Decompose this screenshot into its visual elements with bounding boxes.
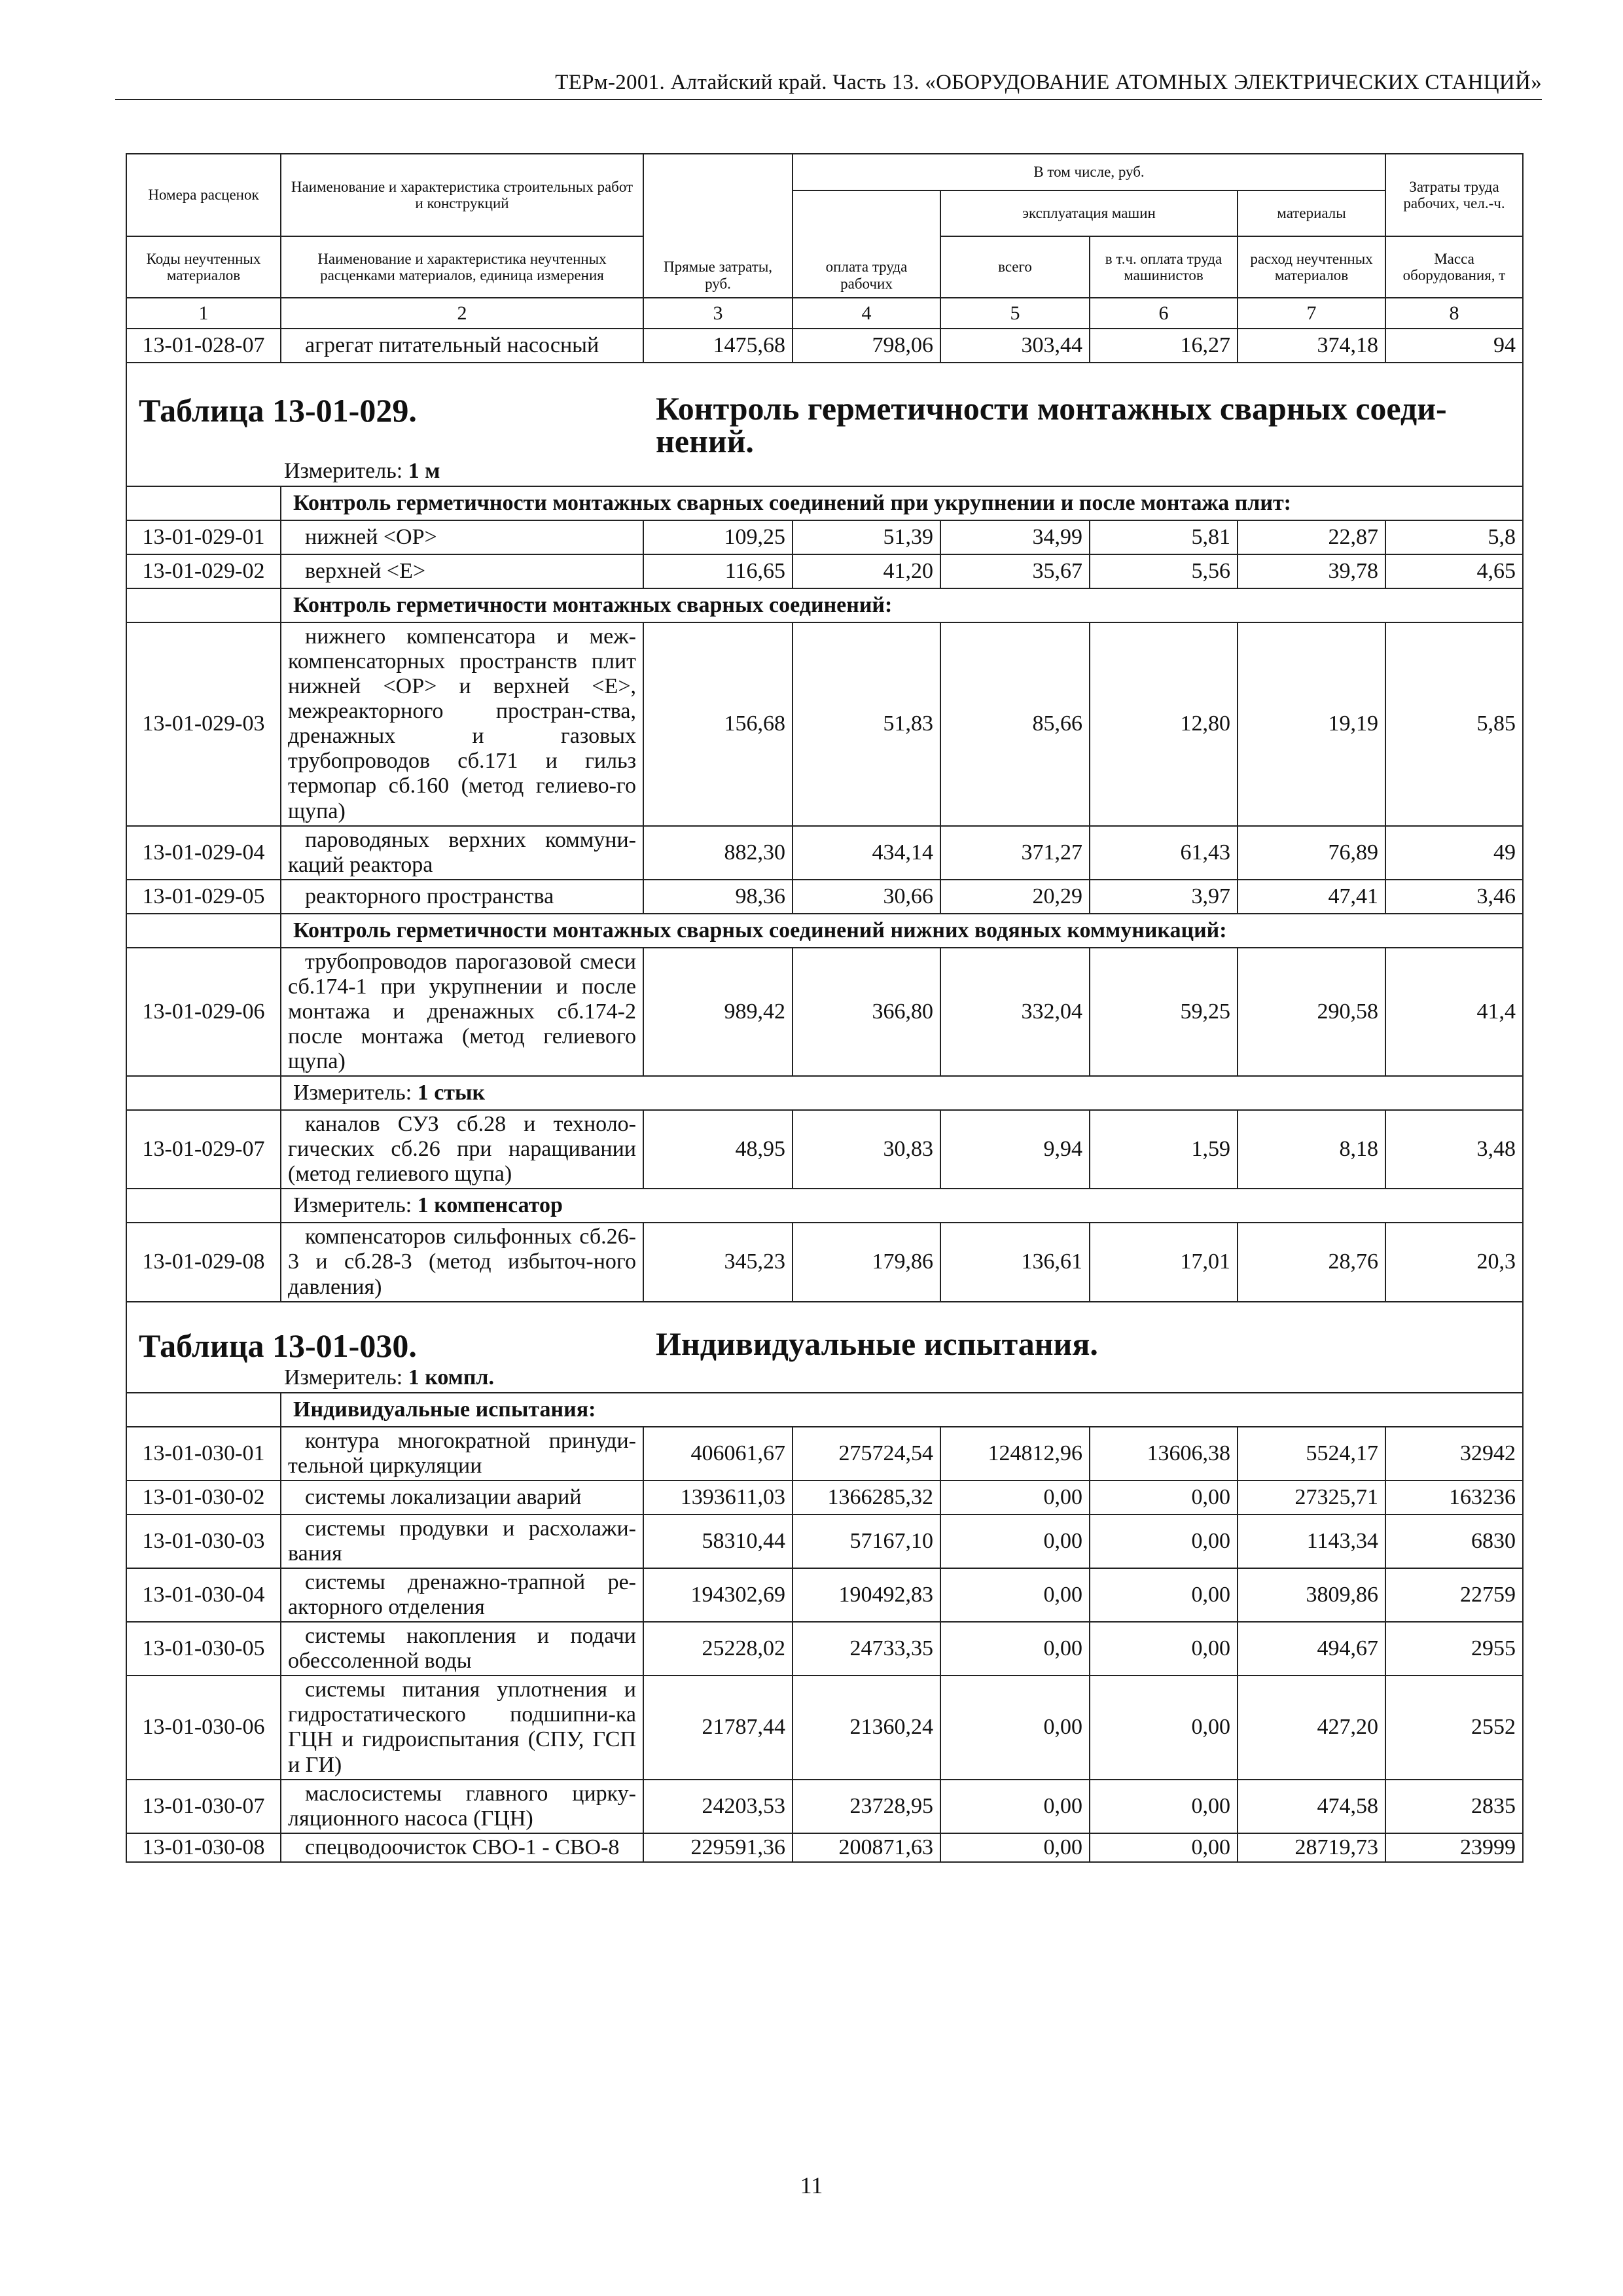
- worker-pay-value: 30,66: [793, 880, 940, 914]
- direct-costs-value: 21787,44: [643, 1676, 793, 1779]
- group-title: Контроль герметичности монтажных сварных соединений:: [281, 588, 1523, 622]
- measure-label: Измеритель:: [284, 1365, 403, 1390]
- rate-name: нижнего компенсатора и меж-компенсаторных пространств плит нижней <ОР> и верхней <Е>, межреакторного простран-ства, дренажных и газовых трубопроводов сб.171 и гильз термопар сб.160 (метод гелиево-го щупа): [281, 622, 643, 826]
- machinist-pay-value: 0,00: [1090, 1676, 1238, 1779]
- direct-costs-value: 109,25: [643, 520, 793, 554]
- worker-pay-value: 179,86: [793, 1223, 940, 1301]
- header-unaccounted-consumption: расход неучтенных материалов: [1238, 236, 1385, 298]
- machine-total-value: 0,00: [940, 1568, 1090, 1622]
- machine-total-value: 124812,96: [940, 1427, 1090, 1480]
- machinist-pay-value: 5,56: [1090, 554, 1238, 588]
- header-total: всего: [940, 236, 1090, 298]
- materials-value: 290,58: [1238, 948, 1385, 1076]
- rate-code: 13-01-030-05: [126, 1622, 281, 1676]
- group-title: Контроль герметичности монтажных сварных соединений при укрупнении и после монтажа плит:: [281, 486, 1523, 520]
- rate-name: пароводяных верхних коммуни-каций реактора: [281, 826, 643, 880]
- header-in-that-number: В том числе, руб.: [793, 154, 1385, 190]
- worker-pay-value: 23728,95: [793, 1780, 940, 1833]
- machinist-pay-value: 0,00: [1090, 1515, 1238, 1568]
- rate-name: каналов СУЗ сб.28 и техноло-гических сб.26 при наращивании (метод гелиевого щупа): [281, 1110, 643, 1189]
- rate-name: спецводоочисток СВО-1 - СВО-8: [281, 1833, 643, 1862]
- header-machine-operation: эксплуатация машин: [940, 190, 1238, 236]
- worker-pay-value: 24733,35: [793, 1622, 940, 1676]
- measure-value: 1 м: [408, 459, 440, 484]
- header-unaccounted-names: Наименование и характеристика неучтенных расценками материалов, единица измерения: [281, 236, 643, 298]
- column-number: 6: [1090, 298, 1238, 329]
- worker-pay-value: 21360,24: [793, 1676, 940, 1779]
- rate-code: 13-01-030-02: [126, 1480, 281, 1515]
- rate-name: трубопроводов парогазовой смеси сб.174-1 при укрупнении и после монтажа и дренажных сб.174-2 после монтажа (метод гелиевого щупа): [281, 948, 643, 1076]
- labor-value: 32942: [1385, 1427, 1523, 1480]
- rate-name: системы локализации аварий: [281, 1480, 643, 1515]
- direct-costs-value: 24203,53: [643, 1780, 793, 1833]
- rate-name: системы накопления и подачи обессоленной воды: [281, 1622, 643, 1676]
- worker-pay-value: 366,80: [793, 948, 940, 1076]
- materials-value: 494,67: [1238, 1622, 1385, 1676]
- table-row: [126, 880, 1523, 914]
- worker-pay-value: 798,06: [793, 329, 940, 363]
- running-head: ТЕРм-2001. Алтайский край. Часть 13. «ОБОРУДОВАНИЕ АТОМНЫХ ЭЛЕКТРИЧЕСКИХ СТАНЦИЙ»: [115, 71, 1542, 100]
- machinist-pay-value: 0,00: [1090, 1622, 1238, 1676]
- column-number: 4: [793, 298, 940, 329]
- materials-value: 1143,34: [1238, 1515, 1385, 1568]
- labor-value: 94: [1385, 329, 1523, 363]
- direct-costs-value: 1475,68: [643, 329, 793, 363]
- machine-total-value: 0,00: [940, 1780, 1090, 1833]
- direct-costs-value: 345,23: [643, 1223, 793, 1301]
- rate-name: системы продувки и расхолажи-вания: [281, 1515, 643, 1568]
- machine-total-value: 136,61: [940, 1223, 1090, 1301]
- table-row: [126, 1833, 1523, 1862]
- measure-label: Измеритель:: [293, 1081, 412, 1105]
- page-number: 11: [800, 2172, 823, 2198]
- measure-row: [126, 1189, 1523, 1223]
- table-row: [126, 1622, 1523, 1676]
- machine-total-value: 0,00: [940, 1622, 1090, 1676]
- materials-value: 8,18: [1238, 1110, 1385, 1189]
- worker-pay-value: 57167,10: [793, 1515, 940, 1568]
- column-number: 2: [281, 298, 643, 329]
- machinist-pay-value: 16,27: [1090, 329, 1238, 363]
- worker-pay-value: 190492,83: [793, 1568, 940, 1622]
- table-row: [126, 948, 1523, 1076]
- worker-pay-value: 200871,63: [793, 1833, 940, 1862]
- rate-name: контура многократной принуди-тельной циркуляции: [281, 1427, 643, 1480]
- table-number: Таблица 13-01-030.: [139, 1327, 417, 1364]
- machinist-pay-value: 61,43: [1090, 826, 1238, 880]
- table-header: [126, 154, 1523, 329]
- rate-name: реакторного пространства: [281, 880, 643, 914]
- header-labor-costs: Затраты труда рабочих, чел.-ч.: [1385, 154, 1523, 236]
- machinist-pay-value: 0,00: [1090, 1568, 1238, 1622]
- column-number: 1: [126, 298, 281, 329]
- rate-code: 13-01-029-07: [126, 1110, 281, 1189]
- labor-value: 5,8: [1385, 520, 1523, 554]
- column-number: 5: [940, 298, 1090, 329]
- labor-value: 3,48: [1385, 1110, 1523, 1189]
- rate-code: 13-01-030-08: [126, 1833, 281, 1862]
- direct-costs-value: 116,65: [643, 554, 793, 588]
- labor-value: 49: [1385, 826, 1523, 880]
- worker-pay-value: 275724,54: [793, 1427, 940, 1480]
- worker-pay-value: 1366285,32: [793, 1480, 940, 1515]
- group-row: [126, 486, 1523, 520]
- table-number: Таблица 13-01-029.: [139, 392, 417, 429]
- column-number: 7: [1238, 298, 1385, 329]
- materials-value: 3809,86: [1238, 1568, 1385, 1622]
- group-title: Индивидуальные испытания:: [281, 1393, 1523, 1427]
- group-row: [126, 914, 1523, 948]
- machinist-pay-value: 5,81: [1090, 520, 1238, 554]
- machine-total-value: 332,04: [940, 948, 1090, 1076]
- table-row: [126, 329, 1523, 363]
- table-row: [126, 622, 1523, 826]
- direct-costs-value: 229591,36: [643, 1833, 793, 1862]
- machine-total-value: 85,66: [940, 622, 1090, 826]
- header-work-name: Наименование и характеристика строительных работ и конструкций: [281, 154, 643, 236]
- table-row: [126, 1676, 1523, 1779]
- materials-value: 474,58: [1238, 1780, 1385, 1833]
- materials-value: 5524,17: [1238, 1427, 1385, 1480]
- direct-costs-value: 194302,69: [643, 1568, 793, 1622]
- machinist-pay-value: 0,00: [1090, 1833, 1238, 1862]
- machine-total-value: 303,44: [940, 329, 1090, 363]
- table-030-title-row: [126, 1302, 1523, 1364]
- labor-value: 23999: [1385, 1833, 1523, 1862]
- table-row: [126, 1515, 1523, 1568]
- machinist-pay-value: 0,00: [1090, 1780, 1238, 1833]
- materials-value: 427,20: [1238, 1676, 1385, 1779]
- materials-value: 39,78: [1238, 554, 1385, 588]
- header-worker-pay: оплата труда рабочих: [793, 190, 940, 298]
- machinist-pay-value: 0,00: [1090, 1480, 1238, 1515]
- rate-code: 13-01-029-04: [126, 826, 281, 880]
- rate-code: 13-01-029-02: [126, 554, 281, 588]
- table-row: [126, 826, 1523, 880]
- column-number: 8: [1385, 298, 1523, 329]
- machine-total-value: 371,27: [940, 826, 1090, 880]
- materials-value: 28,76: [1238, 1223, 1385, 1301]
- rate-name: нижней <ОР>: [281, 520, 643, 554]
- table-row: [126, 520, 1523, 554]
- labor-value: 22759: [1385, 1568, 1523, 1622]
- direct-costs-value: 156,68: [643, 622, 793, 826]
- machinist-pay-value: 12,80: [1090, 622, 1238, 826]
- rate-code: 13-01-028-07: [126, 329, 281, 363]
- labor-value: 163236: [1385, 1480, 1523, 1515]
- labor-value: 5,85: [1385, 622, 1523, 826]
- machinist-pay-value: 59,25: [1090, 948, 1238, 1076]
- table-row: [126, 1480, 1523, 1515]
- machinist-pay-value: 3,97: [1090, 880, 1238, 914]
- materials-value: 19,19: [1238, 622, 1385, 826]
- worker-pay-value: 51,39: [793, 520, 940, 554]
- rate-code: 13-01-029-06: [126, 948, 281, 1076]
- table-caption: Индивидуальные испытания.: [656, 1325, 1098, 1362]
- worker-pay-value: 41,20: [793, 554, 940, 588]
- rate-name: верхней <Е>: [281, 554, 643, 588]
- header-machinist-pay: в т.ч. оплата труда машинистов: [1090, 236, 1238, 298]
- rate-code: 13-01-030-01: [126, 1427, 281, 1480]
- machinist-pay-value: 13606,38: [1090, 1427, 1238, 1480]
- table-caption: Контроль герметичности монтажных сварных соеди-нений.: [656, 390, 1447, 459]
- table-row: [126, 1568, 1523, 1622]
- materials-value: 28719,73: [1238, 1833, 1385, 1862]
- column-number: 3: [643, 298, 793, 329]
- header-rate-numbers: Номера расценок: [126, 154, 281, 236]
- labor-value: 20,3: [1385, 1223, 1523, 1301]
- labor-value: 41,4: [1385, 948, 1523, 1076]
- machine-total-value: 0,00: [940, 1480, 1090, 1515]
- rate-code: 13-01-030-06: [126, 1676, 281, 1779]
- measure-value: 1 компенсатор: [417, 1193, 563, 1218]
- labor-value: 2955: [1385, 1622, 1523, 1676]
- rate-name: системы питания уплотнения и гидростатического подшипни-ка ГЦН и гидроиспытания (СПУ, ГСП и ГИ): [281, 1676, 643, 1779]
- table-row: [126, 554, 1523, 588]
- direct-costs-value: 989,42: [643, 948, 793, 1076]
- materials-value: 22,87: [1238, 520, 1385, 554]
- measure-row: [126, 457, 1523, 486]
- direct-costs-value: 406061,67: [643, 1427, 793, 1480]
- rate-name: маслосистемы главного цирку-ляционного насоса (ГЦН): [281, 1780, 643, 1833]
- rate-code: 13-01-029-05: [126, 880, 281, 914]
- direct-costs-value: 98,36: [643, 880, 793, 914]
- labor-value: 4,65: [1385, 554, 1523, 588]
- worker-pay-value: 434,14: [793, 826, 940, 880]
- rate-code: 13-01-029-08: [126, 1223, 281, 1301]
- materials-value: 76,89: [1238, 826, 1385, 880]
- direct-costs-value: 1393611,03: [643, 1480, 793, 1515]
- group-row: [126, 1393, 1523, 1427]
- machine-total-value: 0,00: [940, 1833, 1090, 1862]
- rates-table: [126, 153, 1524, 1863]
- measure-row: [126, 1076, 1523, 1110]
- machine-total-value: 9,94: [940, 1110, 1090, 1189]
- group-row: [126, 588, 1523, 622]
- header-unaccounted-codes: Коды неучтенных материалов: [126, 236, 281, 298]
- direct-costs-value: 25228,02: [643, 1622, 793, 1676]
- table-029-title-row: [126, 363, 1523, 457]
- machine-total-value: 0,00: [940, 1676, 1090, 1779]
- header-equipment-mass: Масса оборудования, т: [1385, 236, 1523, 298]
- header-direct-costs: Прямые затраты, руб.: [643, 154, 793, 298]
- group-title: Контроль герметичности монтажных сварных соединений нижних водяных коммуникаций:: [281, 914, 1523, 948]
- direct-costs-value: 882,30: [643, 826, 793, 880]
- rate-code: 13-01-030-04: [126, 1568, 281, 1622]
- measure-value: 1 компл.: [408, 1365, 495, 1390]
- machine-total-value: 0,00: [940, 1515, 1090, 1568]
- materials-value: 47,41: [1238, 880, 1385, 914]
- table-row: [126, 1780, 1523, 1833]
- machinist-pay-value: 1,59: [1090, 1110, 1238, 1189]
- labor-value: 3,46: [1385, 880, 1523, 914]
- measure-row: [126, 1364, 1523, 1393]
- materials-value: 27325,71: [1238, 1480, 1385, 1515]
- machine-total-value: 20,29: [940, 880, 1090, 914]
- measure-value: 1 стык: [417, 1081, 486, 1105]
- rate-code: 13-01-030-03: [126, 1515, 281, 1568]
- direct-costs-value: 48,95: [643, 1110, 793, 1189]
- rate-code: 13-01-029-03: [126, 622, 281, 826]
- rate-name: компенсаторов сильфонных сб.26-3 и сб.28-3 (метод избыточ-ного давления): [281, 1223, 643, 1301]
- machine-total-value: 34,99: [940, 520, 1090, 554]
- measure-label: Измеритель:: [293, 1193, 412, 1218]
- rate-code: 13-01-030-07: [126, 1780, 281, 1833]
- rate-name: агрегат питательный насосный: [281, 329, 643, 363]
- table-row: [126, 1223, 1523, 1301]
- direct-costs-value: 58310,44: [643, 1515, 793, 1568]
- labor-value: 6830: [1385, 1515, 1523, 1568]
- table-row: [126, 1427, 1523, 1480]
- machine-total-value: 35,67: [940, 554, 1090, 588]
- materials-value: 374,18: [1238, 329, 1385, 363]
- worker-pay-value: 51,83: [793, 622, 940, 826]
- header-materials: материалы: [1238, 190, 1385, 236]
- table-row: [126, 1110, 1523, 1189]
- worker-pay-value: 30,83: [793, 1110, 940, 1189]
- rate-name: системы дренажно-трапной ре-акторного отделения: [281, 1568, 643, 1622]
- measure-label: Измеритель:: [284, 459, 403, 484]
- labor-value: 2835: [1385, 1780, 1523, 1833]
- rate-code: 13-01-029-01: [126, 520, 281, 554]
- machinist-pay-value: 17,01: [1090, 1223, 1238, 1301]
- labor-value: 2552: [1385, 1676, 1523, 1779]
